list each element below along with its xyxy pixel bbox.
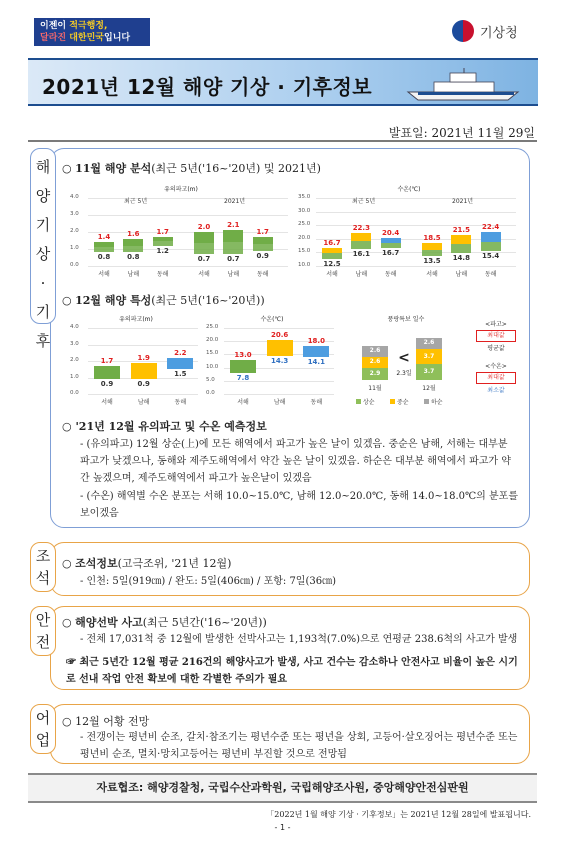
data-label-max: 1.7 bbox=[256, 228, 269, 237]
chart-legend-side bbox=[476, 320, 516, 396]
range-bar-base bbox=[451, 244, 471, 253]
category-label: 남해 bbox=[137, 399, 150, 406]
data-label-max: 20.4 bbox=[382, 228, 400, 237]
tide-info: - 인천: 5일(919㎝) / 완도: 5일(406㎝) / 포항: 7일(36㎝) bbox=[80, 576, 336, 587]
range-bar bbox=[481, 232, 501, 242]
gridline bbox=[88, 328, 198, 329]
data-label-max: 13.0 bbox=[234, 350, 252, 359]
segment-label: 2.6 bbox=[369, 347, 381, 355]
heading-rest: (최근 5년간('16~'20년)) bbox=[142, 616, 267, 629]
range-bar bbox=[253, 237, 273, 244]
range-bar bbox=[230, 360, 256, 374]
data-label-min: 14.1 bbox=[307, 357, 325, 366]
label-char: 전 bbox=[35, 633, 51, 651]
data-label-min: 0.7 bbox=[227, 255, 240, 264]
cooperation-bar: 자료협조: 해양경찰청, 국립수산과학원, 국립해양조사원, 중앙해양안전심판원 bbox=[28, 773, 537, 803]
category-label: 동해 bbox=[484, 271, 497, 278]
group-label: 2021년 bbox=[224, 198, 246, 205]
y-tick-label: 15.0 bbox=[206, 350, 219, 357]
section-label-safety bbox=[30, 606, 56, 656]
range-bar-base bbox=[253, 244, 273, 251]
data-label-min: 0.8 bbox=[97, 253, 111, 262]
y-tick-label: 5.0 bbox=[206, 376, 215, 383]
data-label-min: 0.8 bbox=[127, 253, 140, 262]
y-tick-label: 4.0 bbox=[70, 324, 79, 330]
category-label: 서해 bbox=[426, 271, 438, 278]
data-label-max: 22.4 bbox=[482, 223, 500, 232]
y-tick-label: 2.0 bbox=[70, 228, 79, 234]
gridline bbox=[88, 266, 288, 267]
legend-temp-max: 최대값 bbox=[476, 372, 516, 384]
data-label-min: 0.9 bbox=[137, 380, 150, 389]
data-label-min: 1.2 bbox=[156, 246, 169, 255]
range-bar-base bbox=[123, 246, 143, 253]
slogan-banner bbox=[34, 18, 150, 46]
legend-wave-avg: 평균값 bbox=[487, 345, 505, 352]
chart-title: 유의파고(m) bbox=[119, 316, 153, 323]
data-label-min: 14.3 bbox=[271, 357, 289, 366]
category-label: 11월 bbox=[368, 385, 382, 392]
heading-rest: (최근 5년('16~'20년) 및 2021년) bbox=[151, 162, 321, 175]
data-label-min: 16.7 bbox=[382, 248, 400, 257]
legend-label: 상순 bbox=[363, 399, 375, 406]
category-label: 남해 bbox=[455, 271, 468, 278]
slogan-text: 적극행정, bbox=[69, 21, 108, 31]
y-tick-label: 3.0 bbox=[70, 211, 79, 217]
data-label-max: 20.6 bbox=[271, 330, 289, 339]
data-label-max: 22.3 bbox=[352, 223, 370, 232]
gridline bbox=[316, 212, 516, 213]
range-bar-base bbox=[153, 241, 173, 245]
y-tick-label: 0.0 bbox=[70, 262, 79, 268]
y-tick-label: 30.0 bbox=[298, 207, 311, 214]
heading-bold: 11월 해양 분석 bbox=[75, 162, 152, 175]
heading-text: 12월 어황 전망 bbox=[75, 715, 150, 728]
range-bar-base bbox=[351, 241, 371, 249]
feature-heading: ○ 12월 해양 특성(최근 5년('16~'20년)) bbox=[62, 294, 265, 307]
label-char: 안 bbox=[35, 611, 51, 629]
category-label: 남해 bbox=[127, 271, 140, 278]
data-label-min: 14.8 bbox=[452, 253, 470, 262]
range-bar bbox=[451, 235, 471, 244]
label-char: 기 bbox=[35, 216, 51, 234]
chart-dec-wave-height bbox=[70, 314, 202, 406]
data-label-max: 1.7 bbox=[100, 356, 114, 365]
legend-label: 중순 bbox=[397, 399, 409, 406]
heading-bold: 12월 해양 특성 bbox=[75, 294, 152, 307]
chart-title: 수온(℃) bbox=[397, 186, 421, 193]
label-char: 기 bbox=[35, 303, 51, 321]
fishery-outlook: - 전갱이는 평년비 순조, 갈치·참조기는 평년수준 또는 평년을 상회, 고등어·살오징어는 평년수준 또는 평년비 순조, 멸치·망치고등어는 평년비 부진할 것으로 전망됨 bbox=[80, 732, 518, 760]
slogan-text: 입니다 bbox=[104, 33, 131, 43]
data-label-max: 16.7 bbox=[323, 238, 341, 247]
ship-icon bbox=[404, 68, 524, 102]
forecast-wave: - (유의파고) 12월 상순(上)에 모든 해역에서 파고가 높은 날이 있겠음. 중순은 남해, 서해는 대부분 파고가 낮겠으나, 동해와 제주도해역에서 약간 높은 날이 있겠음. 하순은 대부분 해역에서 파고가 약간 높겠으며, 제주도해역에서 파고가 높은날이 있겠음 bbox=[80, 439, 511, 484]
segment-label: 2.6 bbox=[369, 358, 381, 366]
legend-swatch bbox=[390, 399, 395, 404]
range-bar bbox=[223, 230, 243, 242]
compare-sign: < bbox=[398, 350, 410, 366]
data-label-max: 18.0 bbox=[307, 337, 325, 346]
legend-swatch bbox=[356, 399, 361, 404]
category-label: 동해 bbox=[156, 271, 169, 278]
range-bar-base bbox=[194, 243, 214, 254]
y-tick-label: 20.0 bbox=[206, 337, 219, 344]
data-label-min: 0.9 bbox=[256, 251, 269, 260]
safety-stat: - 전체 17,031척 중 12월에 발생한 선박사고는 1,193척(7.0%)으로 연평균 238.6척의 사고가 발생 bbox=[80, 634, 518, 645]
data-label-max: 2.2 bbox=[174, 348, 187, 357]
category-label: 동해 bbox=[256, 271, 269, 278]
label-char: 조 bbox=[35, 547, 51, 565]
legend-item bbox=[356, 397, 375, 406]
range-bar bbox=[267, 340, 293, 357]
slogan-text: 대한민국 bbox=[69, 33, 104, 43]
label-char: · bbox=[40, 274, 46, 292]
gridline bbox=[88, 198, 288, 199]
category-label: 서해 bbox=[326, 271, 338, 278]
group-label: 2021년 bbox=[452, 198, 474, 205]
range-bar bbox=[94, 366, 120, 379]
data-label-min: 0.9 bbox=[100, 380, 114, 389]
chart-dec-water-temp bbox=[206, 314, 338, 406]
taegeuk-icon bbox=[452, 20, 474, 42]
diff-label: 2.3일 bbox=[396, 370, 412, 377]
publication-date: 발표일: 2021년 11월 29일 bbox=[388, 126, 535, 140]
data-label-max: 18.5 bbox=[423, 233, 441, 242]
heading-bold: '21년 12월 유의파고 및 수온 예측정보 bbox=[75, 420, 267, 433]
gridline bbox=[316, 198, 516, 199]
heading-rest: (고극조위, '21년 12월) bbox=[117, 557, 232, 570]
label-char: 양 bbox=[35, 187, 51, 205]
y-tick-label: 15.0 bbox=[298, 248, 311, 255]
label-char: 후 bbox=[35, 332, 51, 350]
forecast-heading: ○ '21년 12월 유의파고 및 수온 예측정보 bbox=[62, 420, 267, 433]
y-tick-label: 2.0 bbox=[70, 357, 79, 363]
legend-item bbox=[390, 397, 409, 406]
data-label-max: 1.4 bbox=[97, 233, 111, 242]
legend-label: 하순 bbox=[431, 399, 443, 406]
tide-heading: ○ 조석정보(고극조위, '21년 12월) bbox=[62, 557, 232, 570]
data-label-min: 15.4 bbox=[482, 252, 500, 261]
chart-title: 유의파고(m) bbox=[164, 186, 198, 193]
category-label: 남해 bbox=[273, 399, 286, 406]
label-char: 해 bbox=[35, 158, 51, 176]
section-label-tide bbox=[30, 542, 56, 592]
range-bar-base bbox=[322, 253, 342, 259]
data-label-max: 21.5 bbox=[452, 225, 470, 234]
chart-storm-warning-days bbox=[342, 314, 470, 406]
category-label: 12월 bbox=[422, 385, 436, 392]
chart-title: 수온(℃) bbox=[260, 316, 284, 323]
category-label: 동해 bbox=[384, 271, 397, 278]
category-label: 서해 bbox=[98, 271, 110, 278]
y-tick-label: 3.0 bbox=[70, 340, 79, 347]
legend-wave-title: <파고> bbox=[485, 321, 507, 328]
agency-logo bbox=[452, 20, 518, 42]
range-bar bbox=[351, 233, 371, 241]
label-char: 상 bbox=[35, 245, 51, 263]
heading-bold: 해양선박 사고 bbox=[75, 616, 143, 629]
chart-nov-water-temp bbox=[298, 184, 520, 278]
fishery-heading: ○ 12월 어황 전망 bbox=[62, 715, 150, 728]
y-tick-label: 4.0 bbox=[70, 194, 79, 200]
gridline bbox=[88, 394, 198, 395]
y-tick-label: 25.0 bbox=[298, 221, 311, 228]
title-banner bbox=[28, 58, 538, 106]
page-title: 2021년 12월 해양 기상 · 기후정보 bbox=[42, 75, 373, 99]
legend-temp-title: <수온> bbox=[485, 363, 507, 370]
legend-temp-min: 최소값 bbox=[487, 387, 505, 394]
legend-item bbox=[424, 397, 443, 406]
y-tick-label: 25.0 bbox=[206, 324, 219, 330]
forecast-temp: - (수온) 해역별 수온 분포는 서해 10.0~15.0℃, 남해 12.0~20.0℃, 동해 14.0~18.0℃의 분포를 보이겠음 bbox=[80, 491, 518, 519]
segment-label: 3.7 bbox=[423, 368, 435, 376]
y-tick-label: 10.0 bbox=[206, 363, 219, 370]
data-label-min: 7.8 bbox=[236, 374, 250, 383]
label-char: 어 bbox=[35, 709, 51, 727]
segment-label: 3.7 bbox=[423, 352, 435, 360]
range-bar bbox=[167, 358, 193, 370]
chart-nov-wave-height bbox=[70, 184, 292, 278]
data-label-max: 1.7 bbox=[156, 228, 169, 237]
range-bar-base bbox=[223, 242, 243, 254]
legend-swatch bbox=[424, 399, 429, 404]
next-release-note: 「2022년 1월 해양 기상 · 기후정보」는 2021년 12월 28일에 발표됩니다. bbox=[266, 810, 531, 819]
segment-label: 2.9 bbox=[369, 369, 381, 377]
gridline bbox=[224, 394, 334, 395]
range-bar bbox=[123, 239, 143, 246]
safety-heading: ○ 해양선박 사고(최근 5년간('16~'20년)) bbox=[62, 616, 267, 629]
safety-warning: ☞ 최근 5년간 12월 평균 216건의 해양사고가 발생, 사고 건수는 감소하나 안전사고 비율이 높은 시기로 선내 작업 안전 확보에 대한 각별한 주의가 필요 bbox=[66, 657, 518, 685]
range-bar-base bbox=[481, 242, 501, 252]
section-label-fishery bbox=[30, 704, 56, 754]
group-label: 최근 5년 bbox=[352, 198, 376, 205]
page-number: - 1 - bbox=[274, 823, 291, 832]
gridline bbox=[88, 215, 288, 216]
heading-bold: 조석정보 bbox=[75, 557, 118, 570]
heading-rest: (최근 5년('16~'20년)) bbox=[151, 294, 265, 307]
chart-title: 풍랑특보 일수 bbox=[387, 316, 425, 323]
category-label: 동해 bbox=[310, 399, 323, 406]
data-label-max: 2.0 bbox=[197, 223, 211, 231]
range-bar-base bbox=[94, 247, 114, 252]
range-bar bbox=[131, 363, 157, 380]
y-tick-label: 1.0 bbox=[70, 245, 79, 251]
data-label-min: 16.1 bbox=[352, 250, 370, 259]
y-tick-label: 0.0 bbox=[206, 390, 215, 396]
slogan-text: 달라진 bbox=[40, 33, 70, 43]
category-label: 남해 bbox=[355, 271, 368, 278]
data-label-min: 13.5 bbox=[423, 257, 441, 266]
gridline bbox=[88, 345, 198, 346]
range-bar bbox=[194, 232, 214, 243]
analysis-heading: ○ 11월 해양 분석(최근 5년('16~'20년) 및 2021년) bbox=[62, 162, 321, 175]
y-tick-label: 10.0 bbox=[298, 262, 311, 268]
data-label-max: 2.1 bbox=[227, 221, 240, 230]
category-label: 서해 bbox=[237, 399, 249, 406]
data-label-max: 1.9 bbox=[137, 353, 150, 362]
data-label-max: 1.6 bbox=[127, 229, 140, 238]
data-label-min: 0.7 bbox=[197, 255, 211, 264]
y-tick-label: 35.0 bbox=[298, 194, 311, 200]
label-char: 업 bbox=[35, 731, 51, 749]
range-bar bbox=[303, 346, 329, 356]
group-label: 최근 5년 bbox=[124, 198, 148, 205]
range-bar bbox=[422, 243, 442, 250]
gridline bbox=[316, 266, 516, 267]
gridline bbox=[224, 328, 334, 329]
y-tick-label: 1.0 bbox=[70, 373, 79, 380]
range-bar-base bbox=[381, 243, 401, 248]
category-label: 동해 bbox=[174, 399, 187, 406]
divider bbox=[28, 140, 537, 142]
y-tick-label: 0.0 bbox=[70, 390, 79, 396]
agency-name: 기상청 bbox=[480, 25, 518, 41]
data-label-min: 12.5 bbox=[323, 260, 341, 269]
label-char: 석 bbox=[35, 569, 51, 587]
category-label: 서해 bbox=[198, 271, 210, 278]
data-label-min: 1.5 bbox=[174, 370, 187, 379]
category-label: 서해 bbox=[101, 399, 113, 406]
slogan-text: 이젠이 bbox=[40, 21, 70, 31]
legend-wave-max: 최대값 bbox=[476, 330, 516, 342]
category-label: 남해 bbox=[227, 271, 240, 278]
range-bar-base bbox=[422, 250, 442, 257]
section-label-ocean-climate bbox=[30, 148, 56, 350]
y-tick-label: 20.0 bbox=[298, 234, 311, 241]
segment-label: 2.6 bbox=[423, 339, 435, 347]
